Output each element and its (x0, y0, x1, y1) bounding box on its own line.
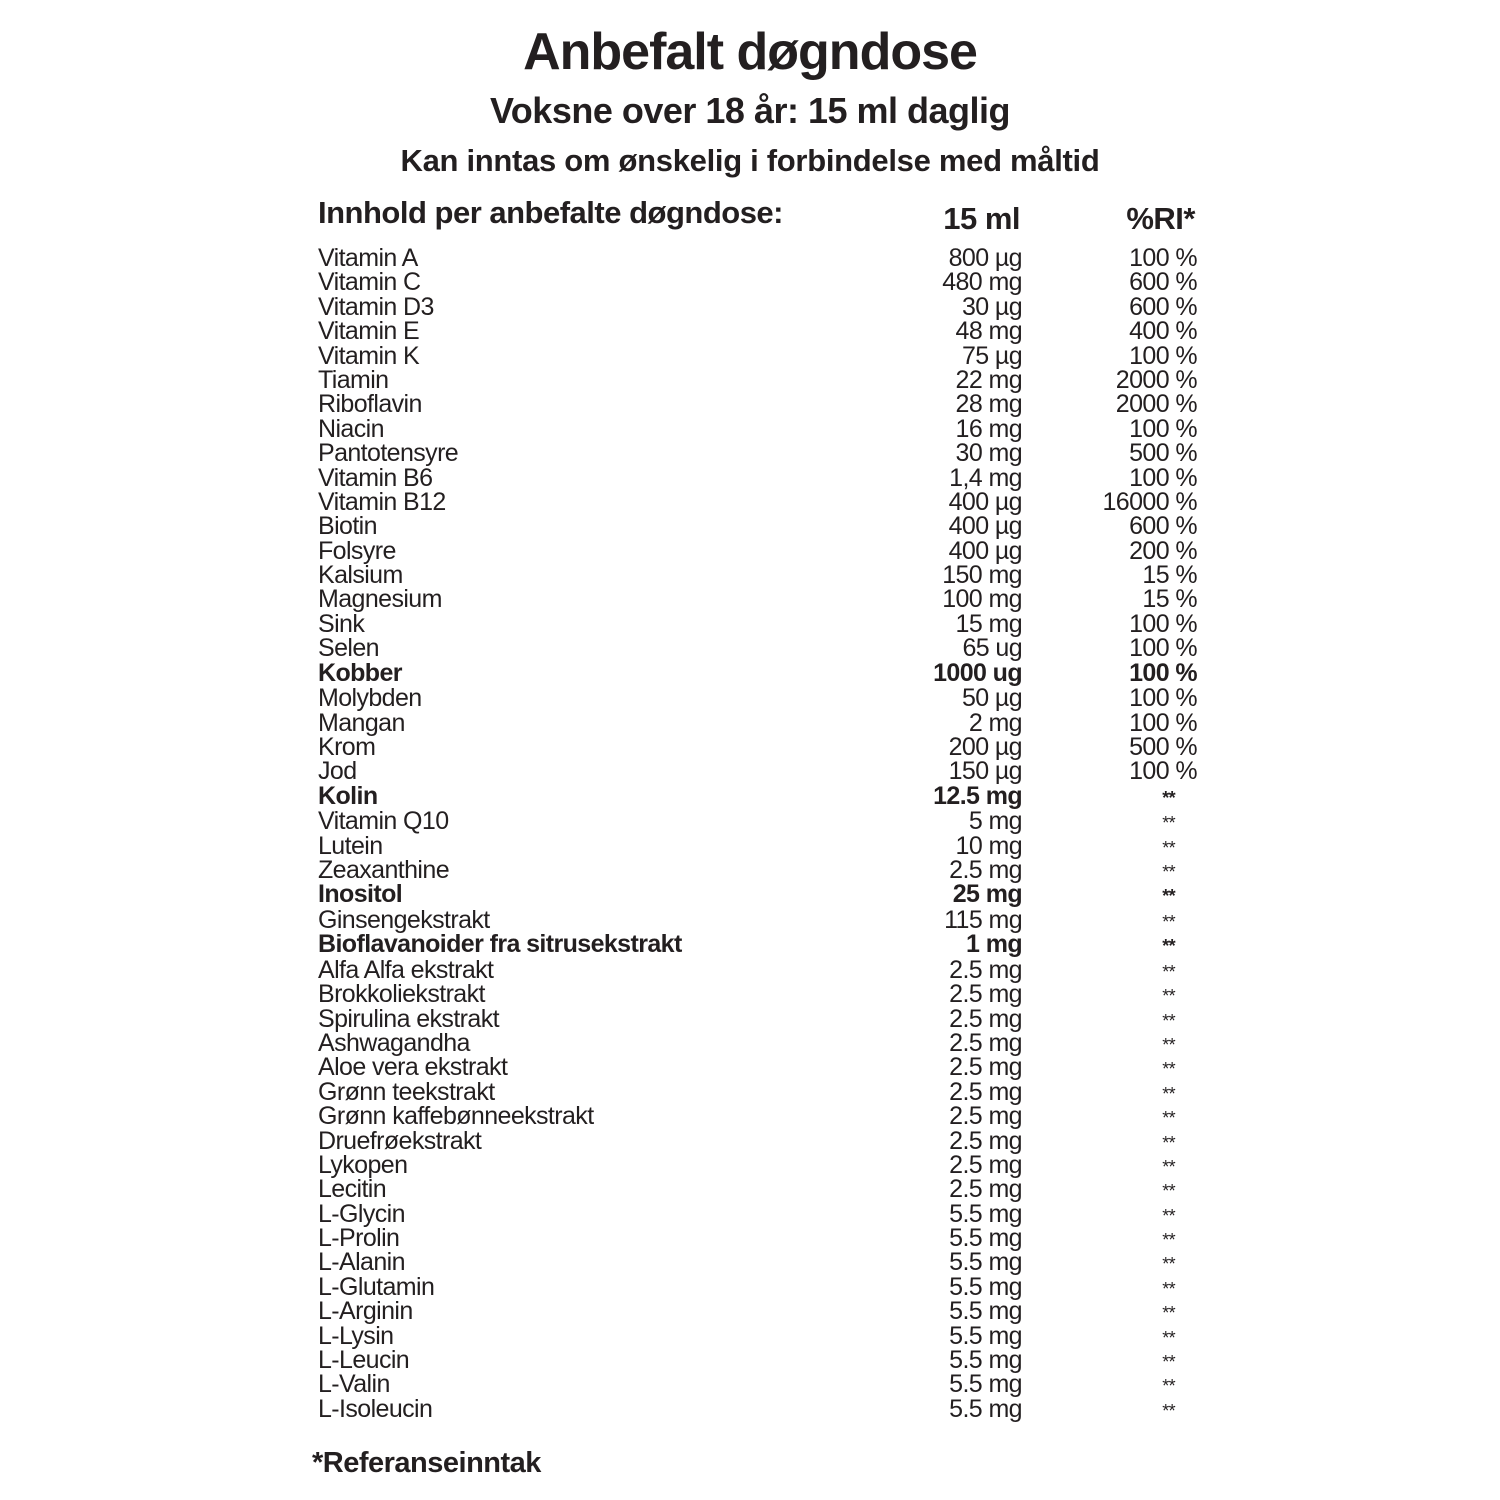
table-row (0, 1346, 1500, 1375)
nutrient-name: Bioflavanoider fra sitrusekstrakt (318, 930, 682, 959)
nutrient-name: Vitamin A (318, 244, 418, 272)
nutrient-ri-percent: ** (1162, 1034, 1175, 1055)
nutrient-amount: 25 mg (952, 880, 1022, 909)
nutrient-name: Lutein (318, 831, 383, 860)
table-row (0, 1077, 1500, 1106)
nutrient-ri-percent: 500 % (1129, 732, 1197, 761)
nutrient-name: Alfa Alfa ekstrakt (318, 955, 494, 984)
table-row (0, 365, 1500, 394)
nutrient-ri-percent: ** (1162, 1010, 1175, 1031)
nutrient-ri-percent: ** (1162, 813, 1175, 834)
table-row (0, 341, 1500, 370)
nutrient-name: L-Leucin (318, 1346, 410, 1375)
nutrient-name: L-Lysin (318, 1321, 394, 1350)
table-row (0, 1248, 1500, 1277)
table-row (0, 757, 1500, 786)
nutrient-amount: 400 µg (948, 487, 1022, 516)
nutrient-amount: 2.5 mg (949, 955, 1022, 984)
nutrient-ri-percent: 100 % (1129, 341, 1197, 370)
table-row (0, 708, 1500, 737)
nutrient-ri-percent: ** (1162, 1230, 1175, 1251)
table-row (0, 1394, 1500, 1423)
nutrient-amount: 5 mg (968, 807, 1022, 836)
nutrient-amount: 2.5 mg (949, 1175, 1022, 1204)
nutrient-amount: 1000 ug (933, 658, 1022, 687)
table-row (0, 955, 1500, 984)
nutrient-amount: 2.5 mg (949, 1150, 1022, 1179)
nutrient-amount: 5.5 mg (949, 1248, 1022, 1277)
nutrient-amount: 50 µg (961, 684, 1022, 713)
nutrient-amount: 5.5 mg (949, 1370, 1022, 1399)
nutrient-amount: 2.5 mg (949, 1053, 1022, 1082)
nutrient-amount: 2.5 mg (949, 980, 1022, 1009)
nutrient-amount: 115 mg (944, 905, 1022, 934)
nutrient-amount: 2.5 mg (949, 1028, 1022, 1057)
nutrient-ri-percent: ** (1162, 1181, 1175, 1202)
nutrient-ri-percent: ** (1162, 1108, 1175, 1129)
nutrient-ri-percent: ** (1162, 1205, 1175, 1226)
table-row (0, 414, 1500, 443)
nutrient-amount: 5.5 mg (949, 1321, 1022, 1350)
nutrient-name: L-Prolin (318, 1224, 400, 1253)
table-row (0, 732, 1500, 761)
nutrient-amount: 30 µg (961, 292, 1022, 321)
table-row (0, 855, 1500, 884)
nutrient-amount: 48 mg (955, 317, 1022, 346)
nutrient-name: L-Glutamin (318, 1272, 435, 1301)
nutrient-name: Ginsengekstrakt (318, 905, 490, 934)
nutrient-ri-percent: 600 % (1129, 268, 1197, 297)
nutrient-name: L-Valin (318, 1370, 390, 1399)
nutrient-name: Mangan (318, 708, 405, 737)
nutrient-amount: 400 µg (948, 536, 1022, 565)
nutrient-amount: 15 mg (955, 609, 1022, 638)
nutrient-ri-percent: ** (1162, 861, 1175, 882)
nutrient-amount: 150 µg (948, 757, 1022, 786)
nutrient-name: Selen (318, 634, 379, 663)
nutrient-ri-percent: 100 % (1129, 463, 1197, 492)
nutrient-amount: 5.5 mg (949, 1272, 1022, 1301)
nutrient-amount: 5.5 mg (949, 1346, 1022, 1375)
table-row (0, 1102, 1500, 1131)
nutrient-name: Vitamin K (318, 341, 420, 370)
nutrient-ri-percent: 100 % (1129, 658, 1197, 687)
page-title: Anbefalt døgndose (523, 23, 977, 81)
nutrient-name: Spirulina ekstrakt (318, 1004, 499, 1033)
nutrient-ri-percent: ** (1162, 936, 1175, 957)
table-row (0, 561, 1500, 590)
nutrient-ri-percent: 15 % (1142, 585, 1197, 614)
table-row (0, 268, 1500, 297)
nutrient-ri-percent: ** (1162, 1352, 1175, 1373)
nutrient-amount: 75 µg (961, 341, 1022, 370)
table-row (0, 585, 1500, 614)
table-row (0, 487, 1500, 516)
nutrient-name: Krom (318, 732, 376, 761)
nutrient-ri-percent: ** (1162, 787, 1175, 808)
nutrient-name: Vitamin E (318, 317, 420, 346)
nutrient-name: Magnesium (318, 585, 442, 614)
nutrient-ri-percent: ** (1162, 886, 1175, 907)
nutrient-amount: 2.5 mg (949, 1077, 1022, 1106)
nutrient-name: Vitamin B12 (318, 487, 446, 516)
nutrient-ri-percent: 500 % (1129, 439, 1197, 468)
nutrient-name: Riboflavin (318, 390, 422, 419)
table-row (0, 1150, 1500, 1179)
table-row (0, 390, 1500, 419)
nutrient-amount: 65 ug (962, 634, 1022, 663)
nutrient-ri-percent: 600 % (1129, 292, 1197, 321)
nutrient-name: Vitamin B6 (318, 463, 433, 492)
nutrient-table (0, 246, 1500, 1421)
table-row (0, 1053, 1500, 1082)
nutrient-amount: 28 mg (955, 390, 1022, 419)
dosage-subtitle: Voksne over 18 år: 15 ml daglig (489, 90, 1011, 131)
table-row (0, 536, 1500, 565)
nutrient-name: Inositol (318, 880, 403, 909)
table-row (0, 292, 1500, 321)
nutrient-name: Aloe vera ekstrakt (318, 1053, 508, 1082)
table-row (0, 439, 1500, 468)
nutrient-amount: 5.5 mg (949, 1297, 1022, 1326)
nutrient-amount: 16 mg (955, 414, 1022, 443)
nutrient-ri-percent: ** (1162, 986, 1175, 1007)
table-row (0, 1199, 1500, 1228)
nutrient-ri-percent: ** (1162, 1059, 1175, 1080)
nutrient-amount: 2.5 mg (949, 1126, 1022, 1155)
nutrient-amount: 5.5 mg (949, 1199, 1022, 1228)
nutrient-ri-percent: ** (1162, 1156, 1175, 1177)
table-row (0, 1370, 1500, 1399)
nutrient-ri-percent: ** (1162, 837, 1175, 858)
nutrient-ri-percent: ** (1162, 1278, 1175, 1299)
nutrient-amount: 2.5 mg (949, 1102, 1022, 1131)
footnote: *Referanseinntak (312, 1447, 541, 1479)
table-row (0, 1272, 1500, 1301)
nutrient-ri-percent: ** (1162, 1132, 1175, 1153)
table-row (0, 781, 1500, 810)
header-ri-label: %RI* (1126, 201, 1195, 236)
nutrient-amount: 480 mg (942, 268, 1022, 297)
nutrient-name: Lecitin (318, 1175, 387, 1204)
header-amount-label: 15 ml (943, 201, 1020, 236)
nutrient-amount: 150 mg (942, 561, 1022, 590)
nutrient-name: Brokkoliekstrakt (318, 980, 485, 1009)
nutrient-name: Jod (318, 757, 357, 786)
table-row (0, 1126, 1500, 1155)
table-row (0, 932, 1500, 958)
table-row (0, 1175, 1500, 1204)
nutrient-amount: 12.5 mg (933, 781, 1022, 810)
table-row (0, 1224, 1500, 1253)
table-row (0, 634, 1500, 663)
nutrient-amount: 100 mg (942, 585, 1022, 614)
nutrient-name: Niacin (318, 414, 384, 443)
nutrient-ri-percent: 2000 % (1115, 390, 1197, 419)
nutrient-name: Vitamin C (318, 268, 421, 297)
nutrient-name: Biotin (318, 512, 377, 541)
nutrient-name: L-Glycin (318, 1199, 405, 1228)
nutrient-ri-percent: 100 % (1129, 757, 1197, 786)
nutrient-ri-percent: 200 % (1129, 536, 1197, 565)
nutrient-amount: 200 µg (948, 732, 1022, 761)
nutrient-ri-percent: ** (1162, 961, 1175, 982)
nutrient-ri-percent: ** (1162, 1254, 1175, 1275)
table-row (0, 1321, 1500, 1350)
table-row (0, 684, 1500, 713)
nutrient-name: Sink (318, 609, 365, 638)
nutrient-name: Tiamin (318, 365, 389, 394)
nutrient-ri-percent: 100 % (1129, 609, 1197, 638)
nutrient-name: Ashwagandha (318, 1028, 470, 1057)
nutrient-amount: 5.5 mg (949, 1224, 1022, 1253)
nutrient-amount: 1,4 mg (949, 463, 1022, 492)
nutrient-name: Zeaxanthine (318, 855, 449, 884)
nutrient-amount: 5.5 mg (949, 1394, 1022, 1423)
table-header (0, 195, 1500, 235)
nutrient-ri-percent: 2000 % (1115, 365, 1197, 394)
nutrient-ri-percent: 100 % (1129, 244, 1197, 272)
nutrient-amount: 1 mg (966, 930, 1022, 959)
nutrient-ri-percent: ** (1162, 1303, 1175, 1324)
nutrient-name: Kobber (318, 658, 402, 687)
nutrient-ri-percent: ** (1162, 911, 1175, 932)
nutrient-amount: 800 µg (948, 244, 1022, 272)
nutrient-name: Folsyre (318, 536, 396, 565)
table-row (0, 246, 1500, 270)
nutrient-ri-percent: 600 % (1129, 512, 1197, 541)
nutrient-name: Molybden (318, 684, 422, 713)
nutrient-name: L-Isoleucin (318, 1394, 433, 1423)
nutrient-name: Lykopen (318, 1150, 408, 1179)
nutrient-amount: 2.5 mg (949, 1004, 1022, 1033)
nutrient-ri-percent: 100 % (1129, 414, 1197, 443)
table-row (0, 1028, 1500, 1057)
table-row (0, 882, 1500, 908)
nutrient-ri-percent: ** (1162, 1400, 1175, 1421)
table-row (0, 1297, 1500, 1326)
intake-instruction: Kan inntas om ønskelig i forbindelse med måltid (400, 143, 1100, 178)
nutrient-amount: 30 mg (955, 439, 1022, 468)
nutrient-name: L-Arginin (318, 1297, 413, 1326)
nutrient-ri-percent: ** (1162, 1327, 1175, 1348)
table-row (0, 807, 1500, 836)
table-row (0, 905, 1500, 934)
table-row (0, 980, 1500, 1009)
nutrient-amount: 10 mg (955, 831, 1022, 860)
table-row (0, 317, 1500, 346)
table-row (0, 463, 1500, 492)
nutrient-ri-percent: ** (1162, 1083, 1175, 1104)
nutrient-ri-percent: 100 % (1129, 634, 1197, 663)
nutrient-ri-percent: 15 % (1142, 561, 1197, 590)
nutrient-name: L-Alanin (318, 1248, 405, 1277)
nutrient-amount: 400 µg (948, 512, 1022, 541)
table-row (0, 512, 1500, 541)
table-row (0, 1004, 1500, 1033)
nutrient-name: Druefrøekstrakt (318, 1126, 482, 1155)
nutrient-ri-percent: 100 % (1129, 684, 1197, 713)
nutrient-name: Grønn teekstrakt (318, 1077, 495, 1106)
nutrient-ri-percent: ** (1162, 1376, 1175, 1397)
nutrient-amount: 2 mg (968, 708, 1022, 737)
nutrient-name: Vitamin Q10 (318, 807, 449, 836)
nutrient-name: Pantotensyre (318, 439, 459, 468)
nutrient-name: Vitamin D3 (318, 292, 434, 321)
table-row (0, 831, 1500, 860)
nutrient-name: Kolin (318, 781, 378, 810)
nutrient-name: Kalsium (318, 561, 403, 590)
table-row (0, 609, 1500, 638)
nutrient-amount: 2.5 mg (949, 855, 1022, 884)
nutrient-ri-percent: 100 % (1129, 708, 1197, 737)
nutrient-ri-percent: 16000 % (1102, 487, 1197, 516)
nutrient-amount: 22 mg (955, 365, 1022, 394)
nutrient-ri-percent: 400 % (1129, 317, 1197, 346)
header-content-label: Innhold per anbefalte døgndose: (318, 195, 783, 230)
nutrient-name: Grønn kaffebønneekstrakt (318, 1102, 594, 1131)
table-row (0, 658, 1500, 687)
